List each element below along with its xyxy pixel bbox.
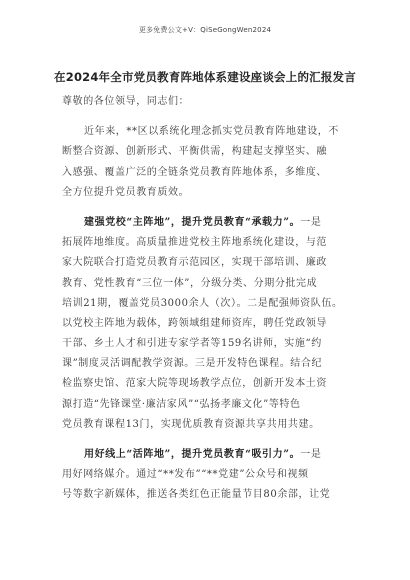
paragraph-2-first-rest: 一是 [300, 216, 322, 228]
paragraph-3-heading: 用好线上“活阵地”，提升党员教育“吸引力”。 [84, 449, 301, 460]
paragraph-2-line: 家大院联合打造党员教育示范园区，实现干部培训、廉政 [62, 257, 327, 269]
paragraph-1-line: 断整合资源、创新形式、平衡供需，构建起支撑坚实、融 [62, 146, 327, 158]
paragraph-3-first-rest: 一是 [300, 449, 322, 460]
paragraph-1-line: 全方位提升党员教育质效。 [62, 186, 190, 198]
paragraph-2-line: 教育、党性教育“三位一体”，分级分类、分期分批完成 [62, 277, 318, 289]
paragraph-2-line: 源打造“先锋课堂·廉洁家风”“弘扬孝廉文化”等特色 [62, 398, 301, 410]
paragraph-2-heading: 建强党校“主阵地”，提升党员教育“承载力”。 [84, 216, 301, 228]
paragraph-1-line: 入感强、覆盖广泛的全链条党员教育阵地体系，多维度、 [62, 166, 327, 178]
paragraph-2-line: 干部、乡土人才和引进专家学者等159名讲师，实施“约 [62, 338, 322, 350]
greeting: 尊敬的各位领导，同志们： [62, 96, 190, 107]
paragraph-2-line: 以党校主阵地为载体，跨领域组建师资库，聘任党政领导 [62, 317, 327, 329]
document-body [62, 92, 362, 506]
paragraph-1-line: 近年来，**区以系统化理念抓实党员教育阵地建设，不 [84, 126, 339, 138]
document-title: 在2024年全市党员教育阵地体系建设座谈会上的汇报发言 [54, 70, 356, 84]
paragraph-2-line: 培训21期，覆盖党员3000余人（次）。二是配强师资队伍。 [62, 297, 343, 309]
paragraph-2-line: 党员教育课程13门，实现优质教育资源共享共用共建。 [62, 418, 320, 430]
paragraph-2-first-line [62, 213, 362, 233]
paragraph-2-line: 拓展阵地维度。高质量推进党校主阵地系统化建设，与范 [62, 237, 327, 249]
paragraph-3-line: 号等数字新媒体，推送各类红色正能量节目80余部，让党 [62, 489, 331, 501]
paragraph-3-first-line [62, 445, 362, 465]
paragraph-3-line: 用好网络媒介。通过“**发布”“**党建”公众号和视频 [62, 469, 309, 481]
page-header: 更多免费公文+V：QiSeGongWen2024 [138, 26, 272, 34]
paragraph-2-line: 课”制度灵活调配教学资源。三是开发特色课程。结合纪 [62, 358, 323, 370]
paragraph-2-line: 检监察史馆、范家大院等现场教学点位，创新开发本土资 [62, 378, 327, 390]
